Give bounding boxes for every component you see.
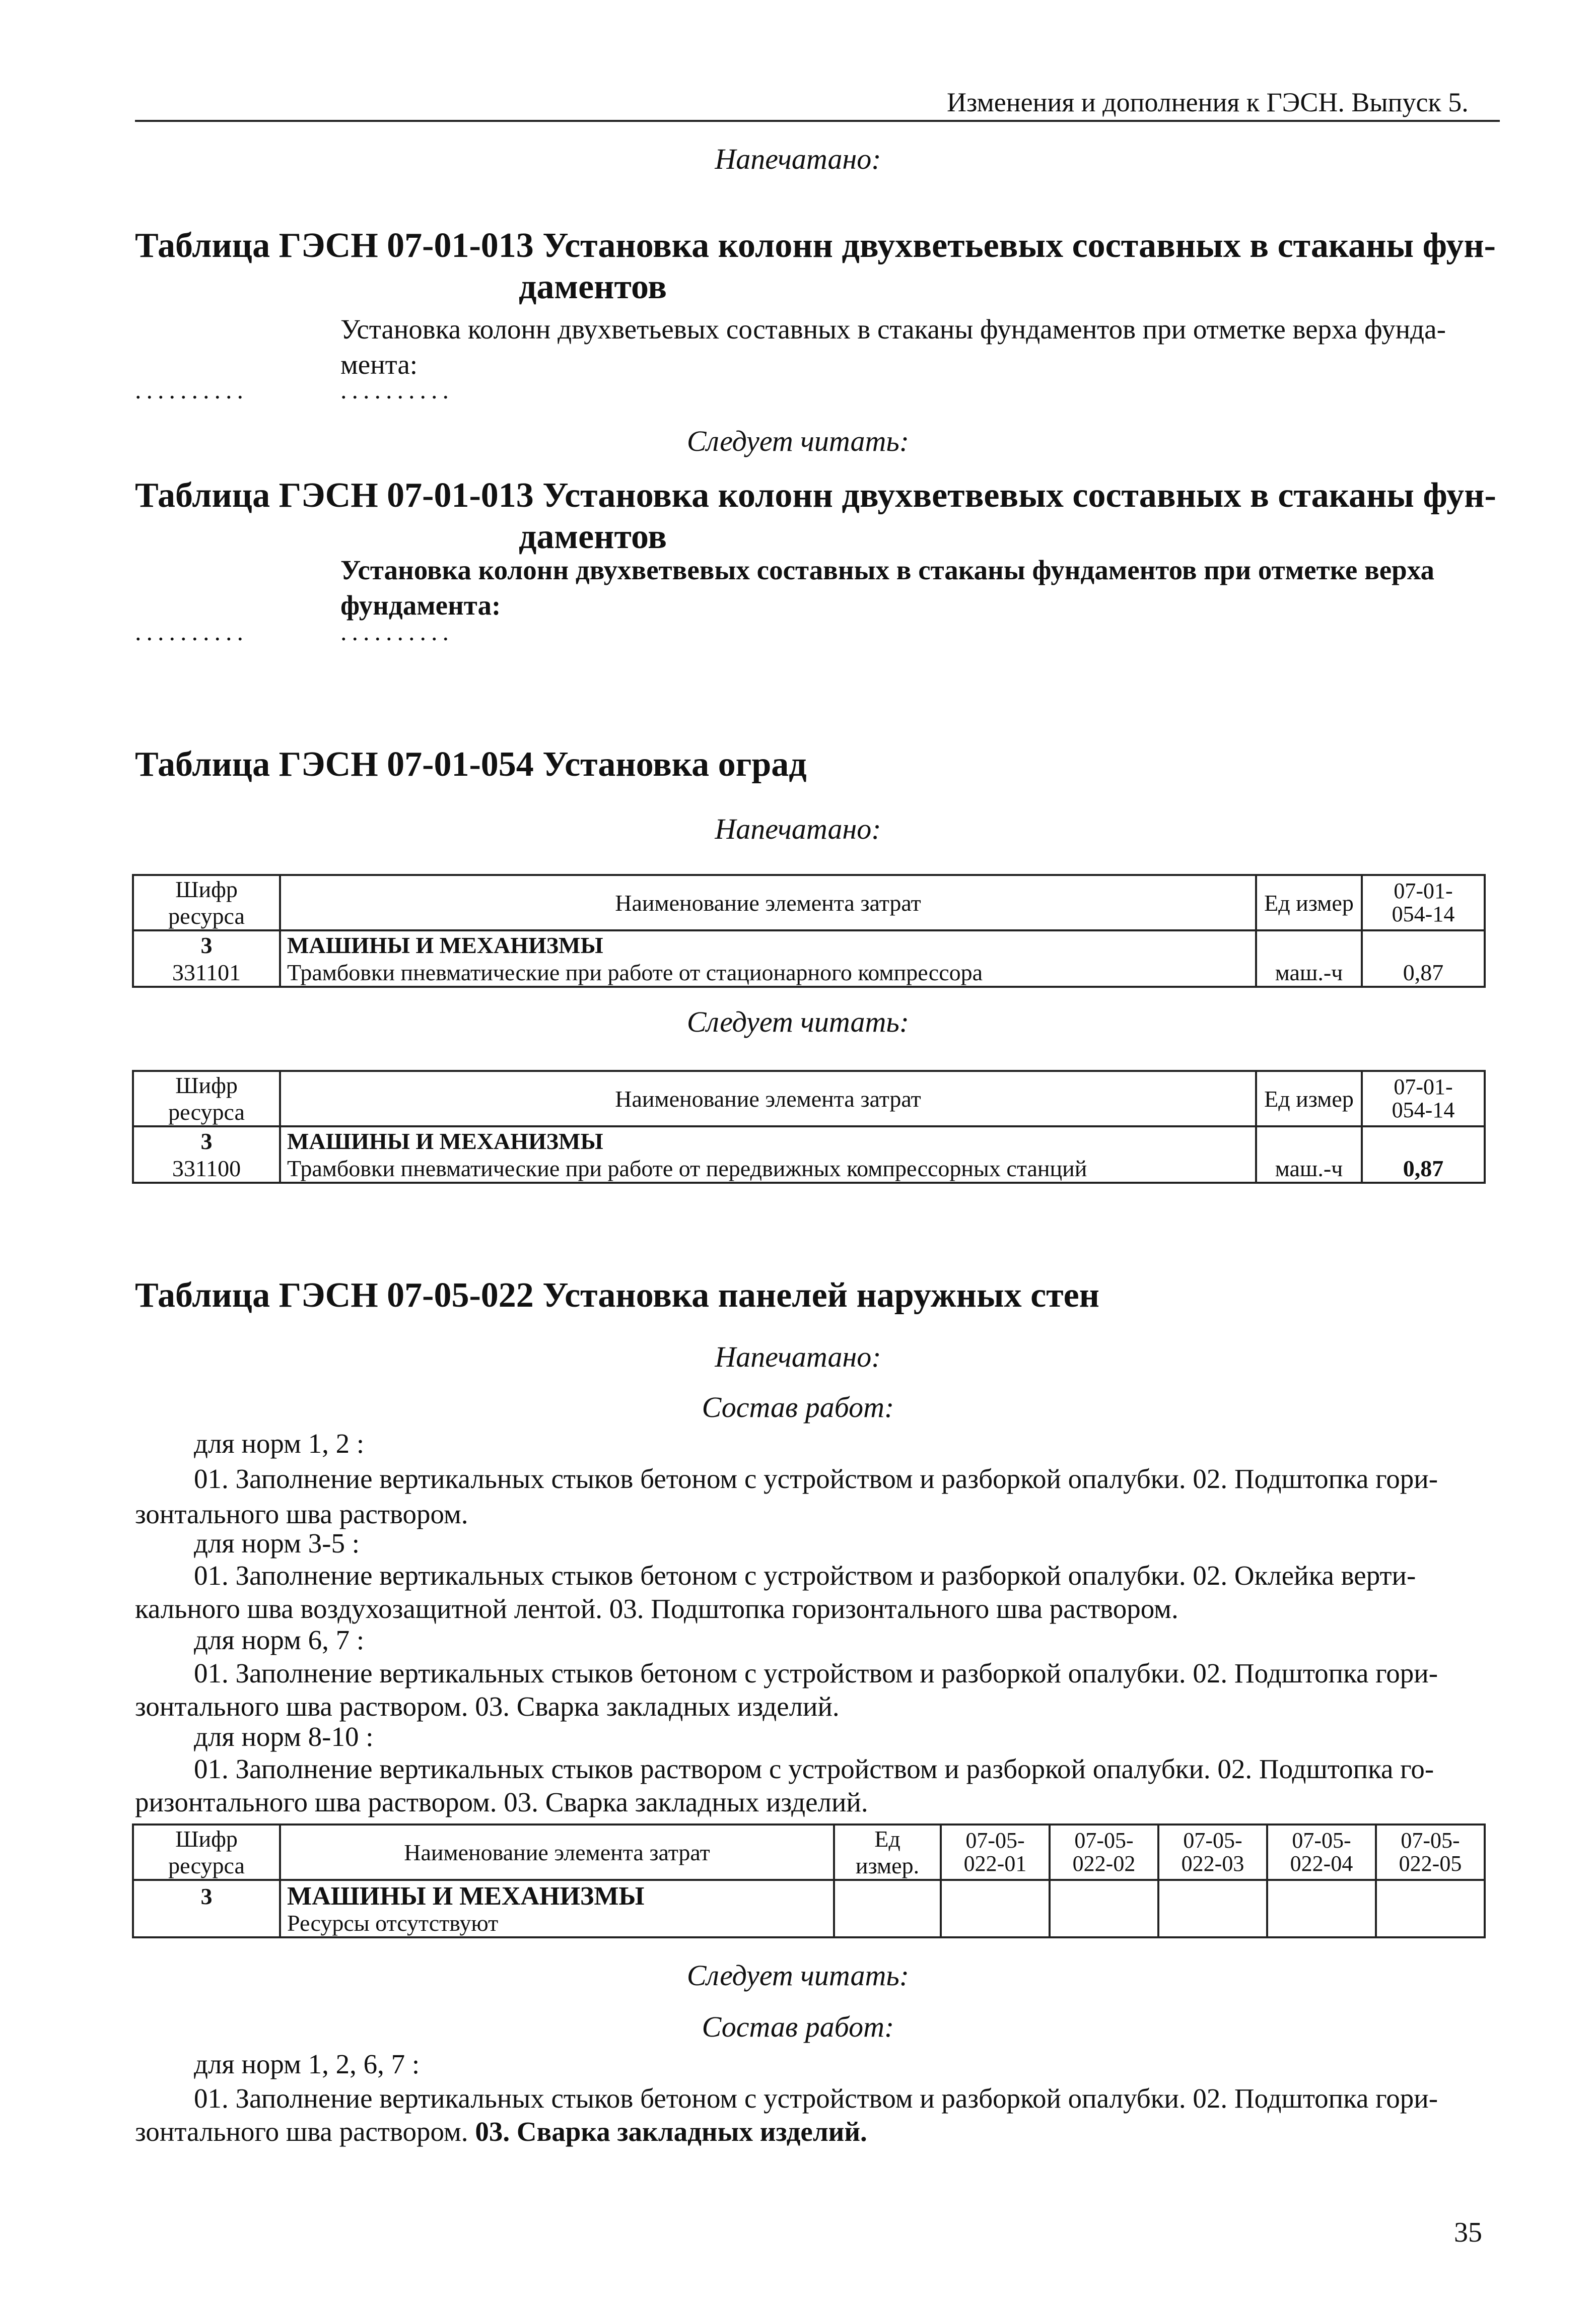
paragraph-line: кального шва воздухозащитной лентой. 03. Подштопка горизонтального шва раствором.	[135, 1593, 1178, 1624]
header-code: Шифр ресурса	[133, 1071, 280, 1126]
row-unit: маш.-ч	[1256, 959, 1362, 987]
paragraph-line: 01. Заполнение вертикальных стыков бетоном с устройством и разборкой опалубки. 02. Подштопка гори-	[194, 1658, 1438, 1688]
page-number: 35	[1454, 2217, 1482, 2248]
header-rule	[135, 120, 1500, 122]
row-value: 0,87	[1362, 1155, 1485, 1183]
table-header-row	[133, 875, 1485, 930]
section1-printed-title-cont: даментов	[519, 267, 667, 306]
header-unit: Ед измер	[1256, 875, 1362, 930]
table-correct-07-01-054	[132, 1070, 1486, 1184]
row-name: Трамбовки пневматические при работе от передвижных компрессорных станций	[280, 1155, 1256, 1183]
ellipsis-dots: ..........	[340, 376, 454, 404]
should-read-label: Следует читать:	[686, 1005, 910, 1038]
ellipsis-dots: ..........	[135, 376, 248, 404]
table-group-row	[133, 1880, 1485, 1937]
section1-correct-subtitle-cont: фундамента:	[340, 590, 501, 621]
group-name: МАШИНЫ И МЕХАНИЗМЫ	[280, 1126, 1256, 1155]
norms-label: для норм 6, 7 :	[194, 1625, 365, 1655]
group-name: МАШИНЫ И МЕХАНИЗМЫ	[287, 1882, 645, 1911]
header-norm: 07-01- 054-14	[1362, 1071, 1485, 1126]
section3-title: Таблица ГЭСН 07-05-022 Установка панелей наружных стен	[135, 1276, 1099, 1315]
header-unit: Ед измер.	[834, 1825, 941, 1880]
table-printed-07-05-022	[132, 1823, 1486, 1938]
header-norm: 07-05- 022-05	[1376, 1825, 1485, 1880]
group-cell	[280, 1880, 834, 1937]
paragraph-line: 01. Заполнение вертикальных стыков бетоном с устройством и разборкой опалубки. 02. Подштопка гори-	[194, 2083, 1438, 2114]
ellipsis-dots: ..........	[340, 618, 454, 646]
norms-label: для норм 1, 2 :	[194, 1428, 365, 1459]
section1-printed-subtitle-cont: мента:	[340, 349, 418, 380]
section1-correct-title-cont: даментов	[519, 517, 667, 556]
norms-label: для норм 8-10 :	[194, 1721, 374, 1752]
header-norm: 07-01- 054-14	[1362, 875, 1485, 930]
header-norm: 07-05- 022-04	[1267, 1825, 1376, 1880]
section1-printed-subtitle: Установка колонн двухветьевых составных в стаканы фундаментов при отметке верха фунда-	[340, 314, 1446, 345]
ellipsis-dots: ..........	[135, 618, 248, 646]
table-header-row	[133, 1825, 1485, 1880]
header-name: Наименование элемента затрат	[280, 1071, 1256, 1126]
header-norm: 07-05- 022-02	[1050, 1825, 1158, 1880]
group-code: 3	[133, 1126, 280, 1155]
printed-label: Напечатано:	[715, 1340, 881, 1373]
running-title: Изменения и дополнения к ГЭСН. Выпуск 5.	[947, 87, 1469, 117]
header-unit: Ед измер	[1256, 1071, 1362, 1126]
paragraph-line: зонтального шва раствором. 03. Сварка закладных изделий.	[135, 1691, 840, 1722]
paragraph-line: ризонтального шва раствором. 03. Сварка закладных изделий.	[135, 1787, 868, 1817]
paragraph-line: 01. Заполнение вертикальных стыков бетоном с устройством и разборкой опалубки. 02. Подштопка гори-	[194, 1463, 1438, 1494]
printed-label: Напечатано:	[715, 143, 881, 175]
group-code: 3	[133, 930, 280, 959]
row-code: 331100	[133, 1155, 280, 1183]
norms-label: для норм 3-5 :	[194, 1528, 360, 1559]
header-code: Шифр ресурса	[133, 875, 280, 930]
row-name: Ресурсы отсутствуют	[287, 1910, 499, 1936]
table-row	[133, 959, 1485, 987]
row-value: 0,87	[1362, 959, 1485, 987]
table-group-row	[133, 930, 1485, 959]
header-norm: 07-05- 022-01	[941, 1825, 1050, 1880]
row-code: 331101	[133, 959, 280, 987]
paragraph-line: 01. Заполнение вертикальных стыков бетоном с устройством и разборкой опалубки. 02. Оклейка верти-	[194, 1560, 1416, 1591]
row-name: Трамбовки пневматические при работе от стационарного компрессора	[280, 959, 1256, 987]
section1-printed-title: Таблица ГЭСН 07-01-013 Установка колонн двухветьевых составных в стаканы фун-	[135, 226, 1496, 265]
paragraph-line: зонтального шва раствором. 03. Сварка закладных изделий.	[135, 2116, 867, 2147]
table-group-row	[133, 1126, 1485, 1155]
should-read-label: Следует читать:	[686, 425, 910, 457]
work-composition-label: Состав работ:	[702, 1391, 894, 1424]
table-header-row	[133, 1071, 1485, 1126]
paragraph-line: зонтального шва раствором.	[135, 1499, 468, 1529]
section2-title: Таблица ГЭСН 07-01-054 Установка оград	[135, 745, 807, 784]
section1-correct-title: Таблица ГЭСН 07-01-013 Установка колонн двухветвевых составных в стаканы фун-	[135, 476, 1496, 515]
should-read-label: Следует читать:	[686, 1959, 910, 1992]
printed-label: Напечатано:	[715, 813, 881, 845]
work-composition-label: Состав работ:	[702, 2010, 894, 2043]
header-code: Шифр ресурса	[133, 1825, 280, 1880]
row-unit: маш.-ч	[1256, 1155, 1362, 1183]
table-row	[133, 1155, 1485, 1183]
header-name: Наименование элемента затрат	[280, 1825, 834, 1880]
section1-correct-subtitle: Установка колонн двухветвевых составных в стаканы фундаментов при отметке верха	[340, 555, 1435, 585]
header-name: Наименование элемента затрат	[280, 875, 1256, 930]
header-norm: 07-05- 022-03	[1158, 1825, 1267, 1880]
group-code: 3	[133, 1880, 280, 1937]
norms-label: для норм 1, 2, 6, 7 :	[194, 2049, 420, 2079]
group-name: МАШИНЫ И МЕХАНИЗМЫ	[280, 930, 1256, 959]
paragraph-line: 01. Заполнение вертикальных стыков раствором с устройством и разборкой опалубки. 02. Подштопка го-	[194, 1753, 1434, 1784]
table-printed-07-01-054	[132, 874, 1486, 988]
